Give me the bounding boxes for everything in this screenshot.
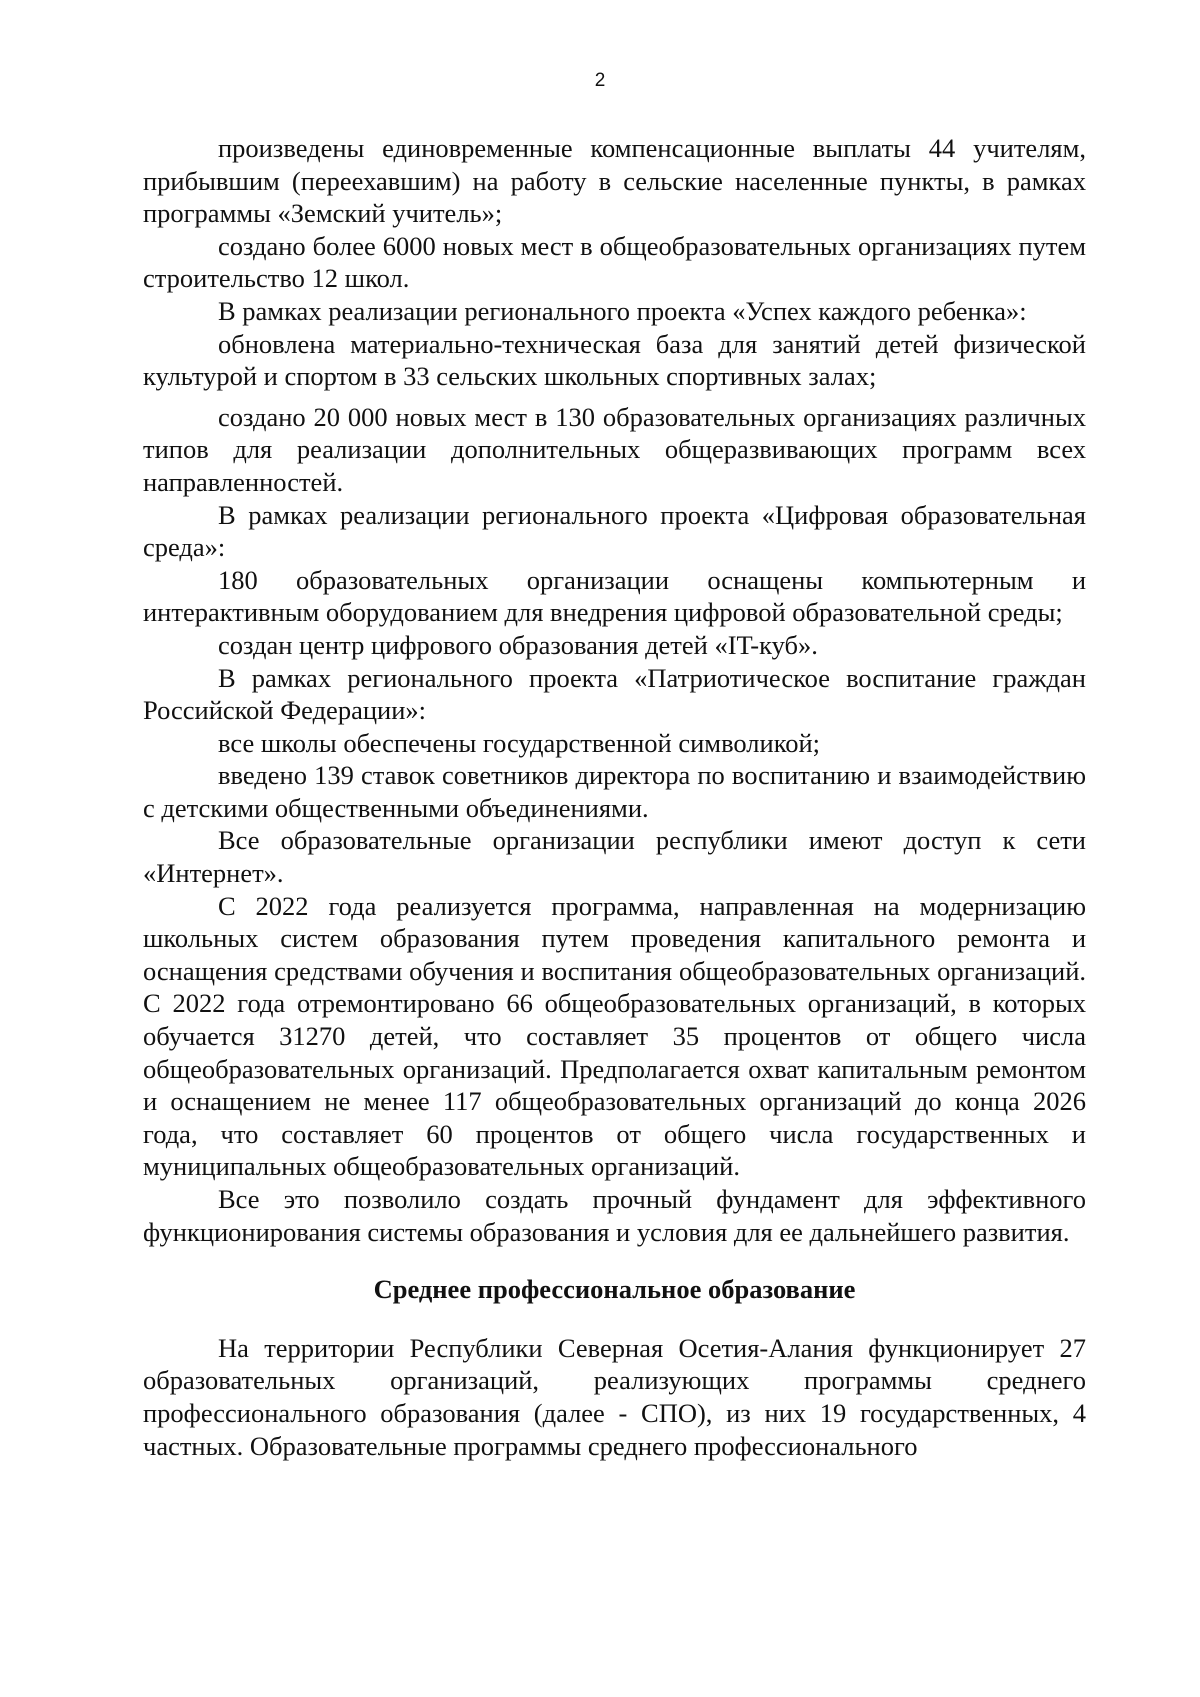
paragraph-new-school-places: создано более 6000 новых мест в общеобразовательных организациях путем строительство 12 школ. [143, 230, 1086, 294]
paragraph-advisors: введено 139 ставок советников директора по воспитанию и взаимодействию с детскими общественными объединениями. [143, 760, 1086, 823]
paragraph-patriotic-project: В рамках регионального проекта «Патриотическое воспитание граждан Российской Федерации»: [143, 662, 1086, 726]
paragraph-additional-education: создано 20 000 новых мест в 130 образовательных организациях различных типов для реализации дополнительных общеразвивающих программ всех направленностей. [143, 401, 1086, 497]
paragraph-it-cube: создан центр цифрового образования детей «IT-куб». [218, 629, 818, 660]
paragraph-computer-equipment: 180 образовательных организации оснащены компьютерным и интерактивным оборудованием для внедрения цифровой образовательной среды; [143, 564, 1086, 628]
paragraph-digital-environment-project: В рамках реализации регионального проекта «Цифровая образовательная среда»: [143, 499, 1086, 563]
paragraph-modernization-program: С 2022 года реализуется программа, направленная на модернизацию школьных систем образования путем проведения капитального ремонта и оснащения средствами обучения и воспитания общеобразовательных организаций. С 2022 года отремонтировано 66 общеобразовательных организаций, в которых обучается 31270 детей, что составляет 35 процентов от общего числа общеобразовательных организаций. Предполагается охват капитальным ремонтом и оснащением не менее 117 общеобразовательных организаций до конца 2026 года, что составляет 60 процентов от общего числа государственных и муниципальных общеобразовательных организаций. [143, 890, 1086, 1182]
document-body [143, 132, 1086, 1462]
paragraph-zemsky-teacher: произведены единовременные компенсационные выплаты 44 учителям, прибывшим (переехавшим) на работу в сельские населенные пункты, в рамках программы «Земский учитель»; [143, 133, 1086, 229]
page-number: 2 [594, 70, 606, 91]
section-heading: Среднее профессиональное образование [373, 1274, 856, 1305]
paragraph-foundation: Все это позволило создать прочный фундамент для эффективного функционирования системы образования и условия для ее дальнейшего развития. [143, 1184, 1086, 1247]
paragraph-spo-organizations: На территории Республики Северная Осетия-Алания функционирует 27 образовательных организаций, реализующих программы среднего профессионального образования (далее - СПО), из них 19 государственных, 4 частных. Образовательные программы среднего профессионального [143, 1332, 1086, 1461]
paragraph-state-symbols: все школы обеспечены государственной символикой; [218, 727, 821, 758]
paragraph-internet-access: Все образовательные организации республики имеют доступ к сети «Интернет». [143, 825, 1086, 889]
paragraph-sport-halls: обновлена материально-техническая база для занятий детей физической культурой и спортом в 33 сельских школьных спортивных залах; [143, 328, 1086, 392]
paragraph-success-project: В рамках реализации регионального проекта «Успех каждого ребенка»: [218, 295, 1027, 326]
